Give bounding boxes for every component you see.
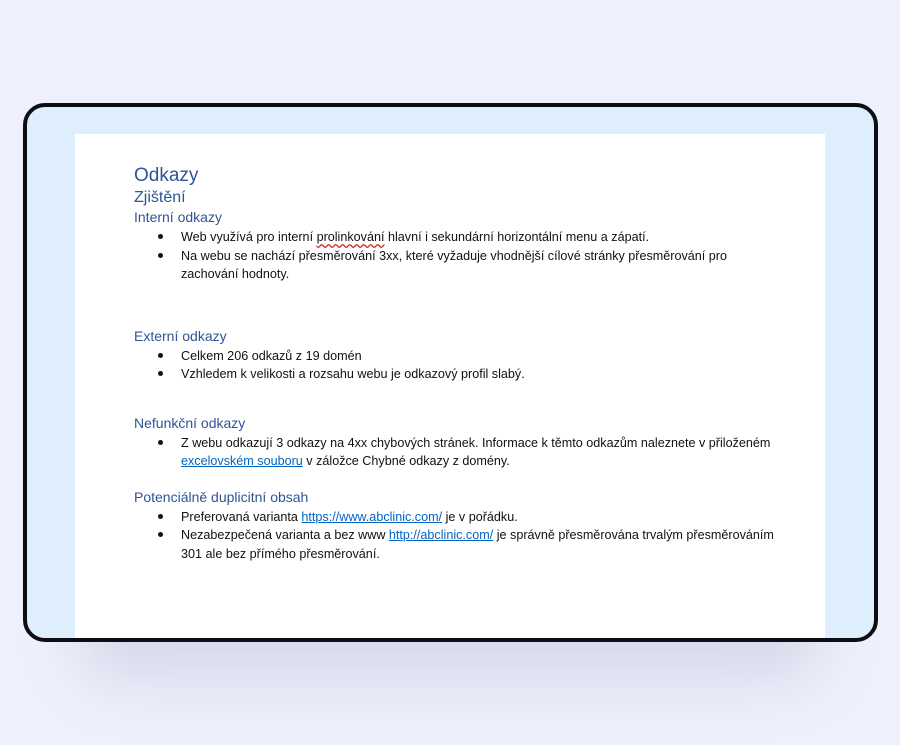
duplicate-content-list [134, 508, 784, 564]
document-title: Odkazy [134, 165, 199, 186]
list-item: Vzhledem k velikosti a rozsahu webu je odkazový profil slabý. [134, 365, 784, 384]
section-heading-duplicate-content: Potenciálně duplicitní obsah [134, 488, 309, 505]
section-heading-external-links: Externí odkazy [134, 327, 227, 344]
section-heading-broken-links: Nefunkční odkazy [134, 414, 246, 431]
https-url-link[interactable]: https://www.abclinic.com/ [301, 509, 443, 524]
section-heading-internal-links: Interní odkazy [134, 209, 222, 225]
document-subtitle: Zjištění [134, 189, 186, 206]
broken-links-list [134, 434, 784, 471]
list-item: Z webu odkazují 3 odkazy na 4xx chybových stránek. Informace k těmto odkazům naleznete v přiloženém excelovském souboru v záložce Chybné odkazy z domény. [134, 434, 784, 471]
http-url-link[interactable]: http://abclinic.com/ [388, 528, 494, 542]
document-content [134, 162, 784, 563]
list-item: Nezabezpečená varianta a bez www http://abclinic.com/ je správně přesměrována trvalým přesměrováním 301 ale bez přímého přesměrování. [134, 526, 784, 563]
list-item: Web využívá pro interní prolinkování hlavní i sekundární horizontální menu a zápatí. [134, 228, 784, 247]
list-item: Preferovaná varianta https://www.abclinic.com/ je v pořádku. [134, 508, 784, 527]
spellcheck-flagged-word: prolinkování [316, 230, 385, 244]
list-item: Na webu se nachází přesměrování 3xx, které vyžaduje vhodnější cílové stránky přesměrování pro zachování hodnoty. [134, 247, 784, 284]
device-frame [23, 103, 878, 642]
excel-file-link[interactable]: excelovském souboru [181, 454, 303, 468]
external-links-list [134, 347, 784, 384]
internal-links-list [134, 228, 784, 284]
document-page [75, 134, 825, 642]
list-item: Celkem 206 odkazů z 19 domén [134, 347, 784, 366]
